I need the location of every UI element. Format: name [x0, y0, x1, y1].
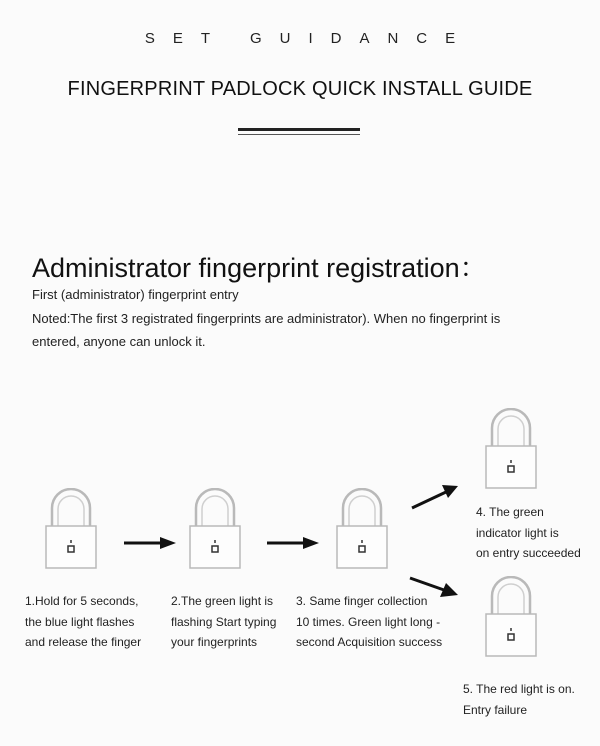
- step-5-caption: [463, 679, 575, 720]
- intro-line-3: entered, anyone can unlock it.: [32, 334, 206, 349]
- arrow-icon: [267, 537, 319, 549]
- step-5-line: Entry failure: [463, 702, 528, 717]
- step-1-caption: [25, 591, 141, 653]
- arrow-icon: [412, 485, 458, 508]
- step-5-line: 5. The red light is on.: [463, 682, 575, 696]
- step-3-line: second Acquisition success: [296, 635, 443, 649]
- step-4-line: indicator light is: [476, 525, 559, 540]
- step-4-caption: [476, 502, 581, 564]
- step-2-line: 2.The green light is: [171, 594, 274, 608]
- step-3-line: 3. Same finger collection: [296, 594, 428, 608]
- step-2-line: your fingerprints: [171, 635, 258, 649]
- arrow-icon: [124, 537, 176, 549]
- step-2-caption: [171, 591, 276, 653]
- step-3-line: 10 times. Green light long -: [296, 614, 441, 629]
- step-4-line: on entry succeeded: [476, 546, 581, 560]
- step-3-caption: [296, 591, 442, 653]
- step-1-line: 1.Hold for 5 seconds,: [25, 594, 139, 608]
- intro-line-1: First (administrator) fingerprint entry: [32, 287, 239, 302]
- page-title: FINGERPRINT PADLOCK QUICK INSTALL GUIDE: [67, 78, 533, 100]
- intro-line-2: Noted:The first 3 registrated fingerprints are administrator). When no fingerprint is: [32, 311, 501, 326]
- step-1-line: and release the finger: [25, 635, 142, 649]
- set-guidance-heading: SET GUIDANCE: [144, 30, 474, 47]
- step-1-line: the blue light flashes: [25, 614, 135, 629]
- step-2-line: flashing Start typing: [171, 614, 277, 629]
- section-title: Administrator fingerprint registration：: [32, 253, 487, 283]
- step-4-line: 4. The green: [476, 505, 544, 519]
